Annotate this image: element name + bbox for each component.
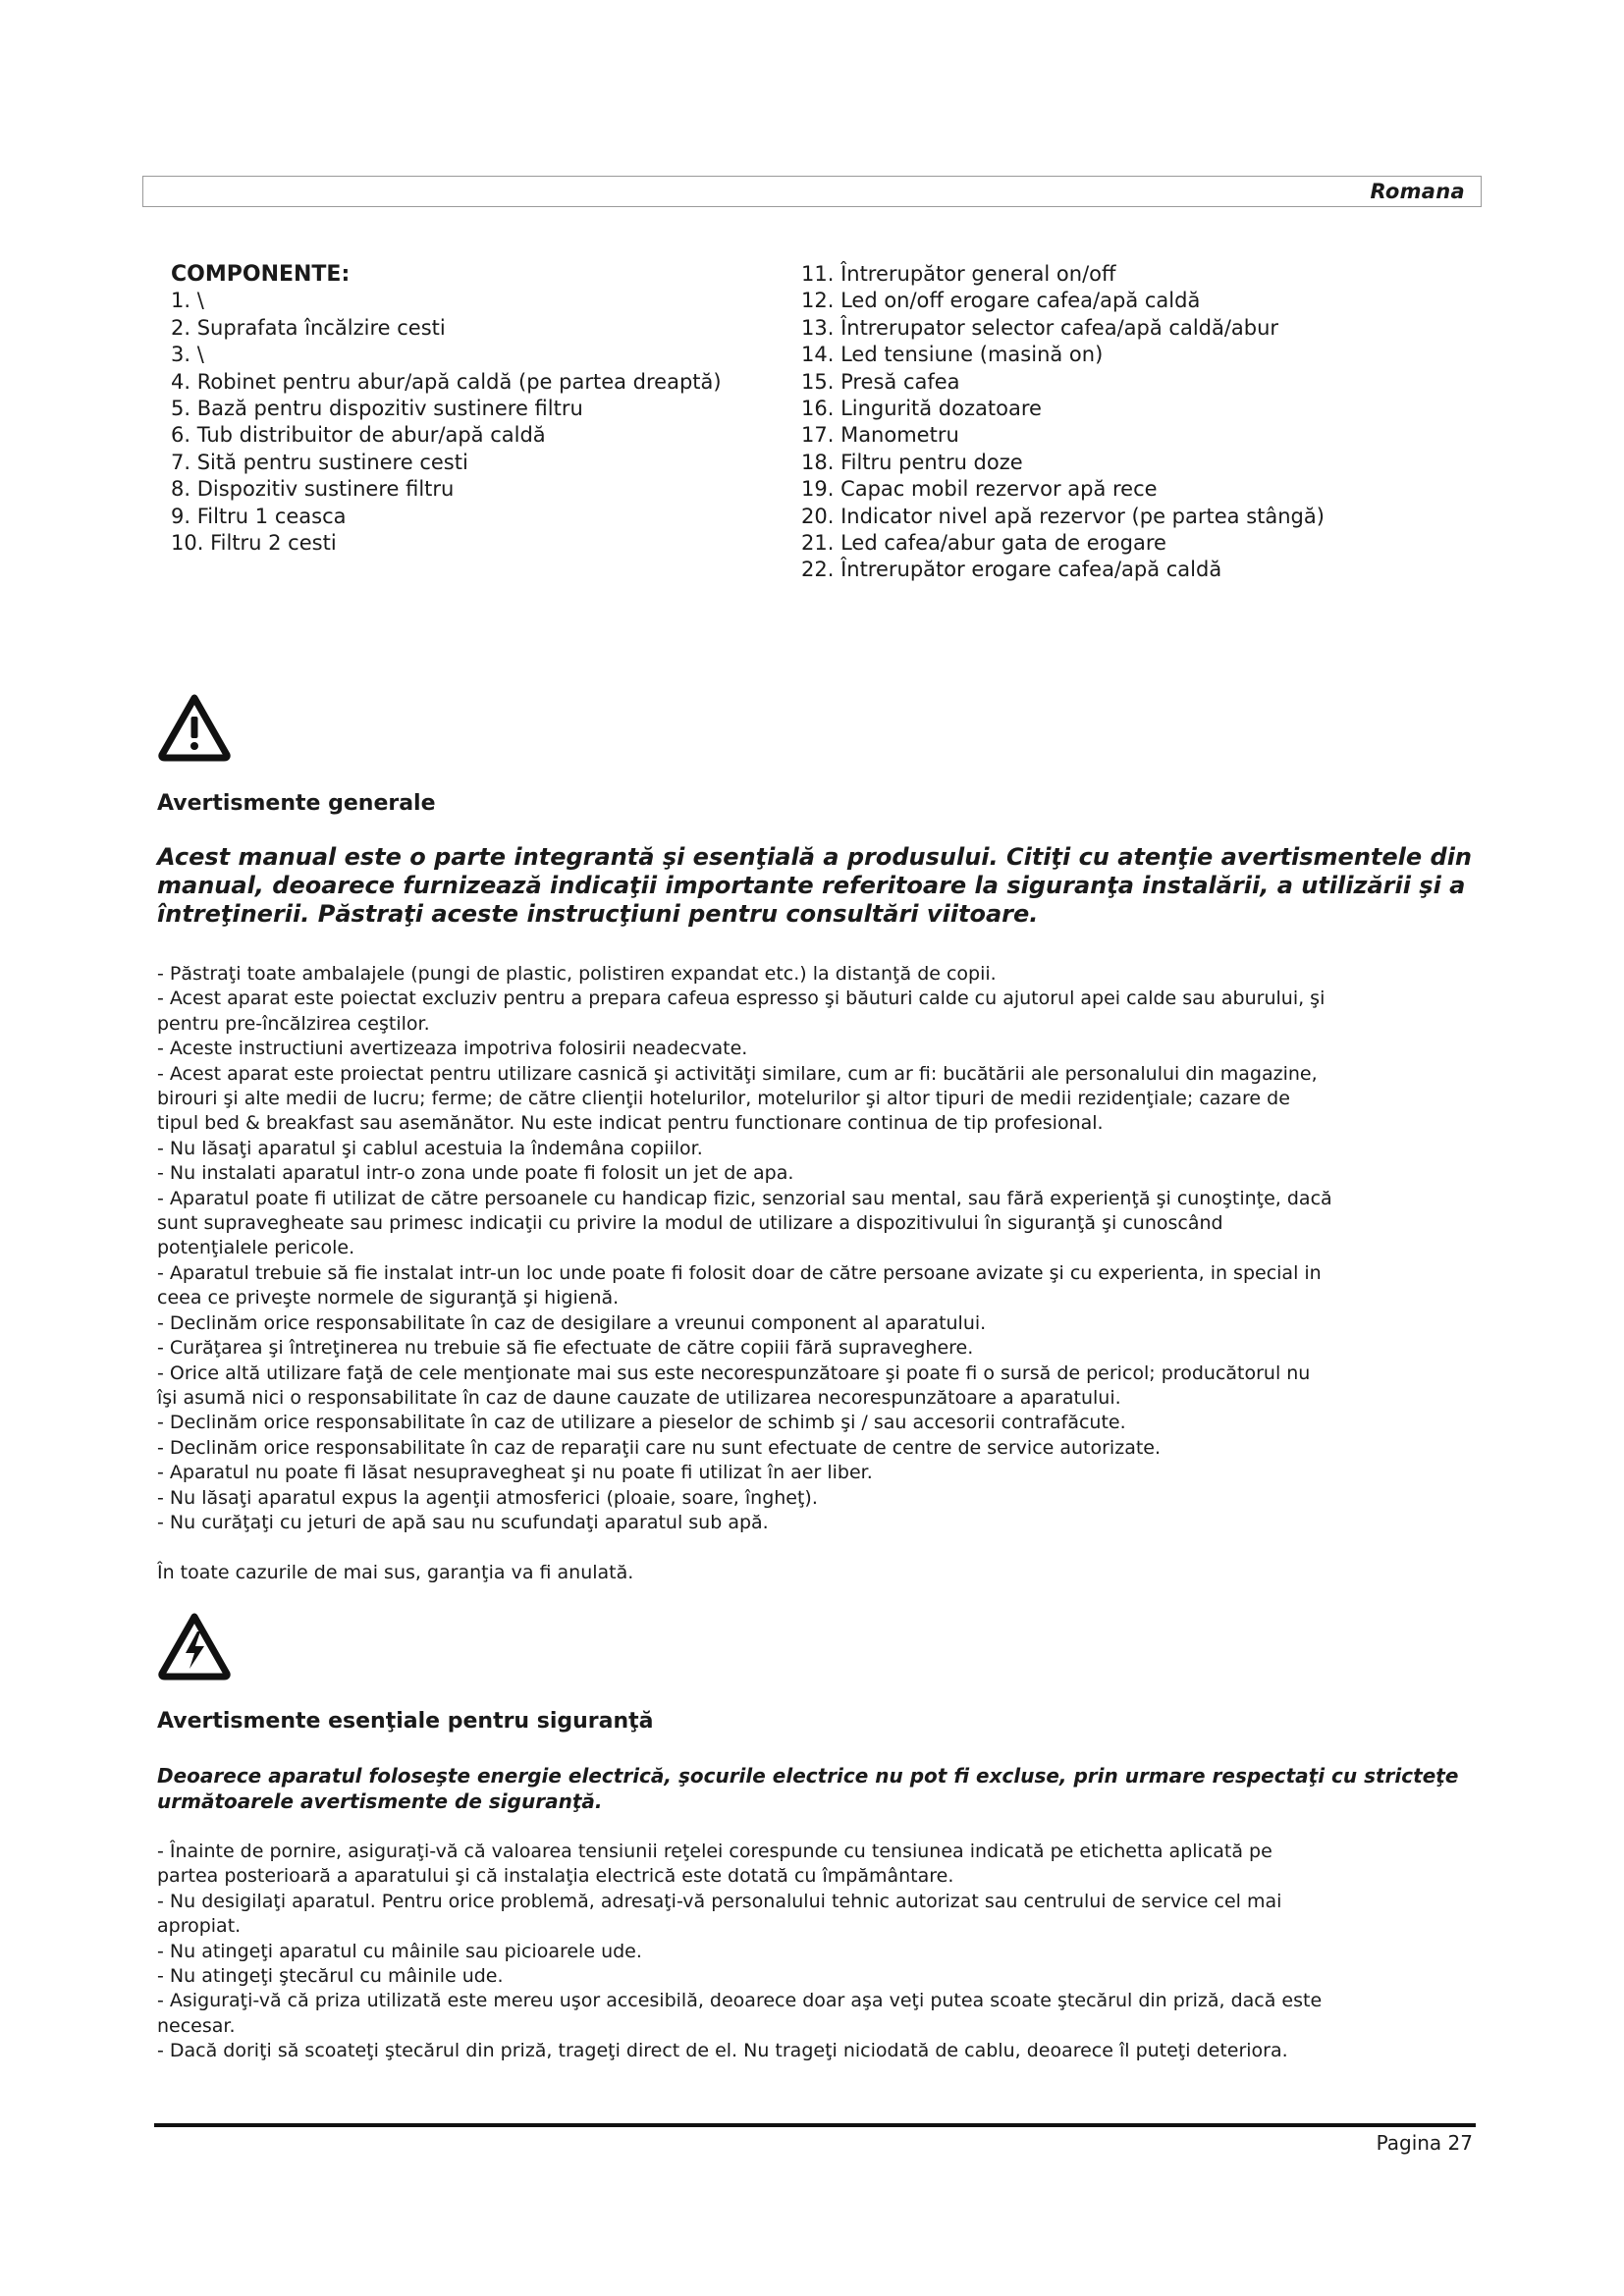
safety-line: - Nu desigilaţi aparatul. Pentru orice problemă, adresaţi-vă personalului tehnic autorizat sau centrului de service cel mai — [157, 1890, 1282, 1912]
component-item: 18. Filtru pentru doze — [801, 450, 1023, 474]
general-warnings-intro: Acest manual este o parte integrantă şi esenţială a produsului. Citiţi cu atenţie avertismentele din manual, deoarece furnizează indicaţii importante referitoare la siguranţa instalării, a utilizării şi a întreţinerii. Păstraţi aceste instrucţiuni pentru consultări viitoare. — [157, 843, 1473, 928]
safety-line: - Asiguraţi-vă că priza utilizată este mereu uşor accesibilă, deoarece doar aşa veţi putea scoate ştecărul din priză, dacă este — [157, 1990, 1323, 2012]
safety-warnings-list — [157, 1840, 1478, 2064]
components-list-right — [801, 261, 1489, 584]
warning-line: - Declinăm orice responsabilitate în caz de utilizare a pieselor de schimb şi / sau accesorii contrafăcute. — [157, 1412, 1126, 1434]
component-item: 14. Led tensiune (masină on) — [801, 343, 1104, 367]
safety-line: - Înainte de pornire, asiguraţi-vă că valoarea tensiunii reţelei corespunde cu tensiunea indicată pe etichetta aplicată pe — [157, 1841, 1272, 1862]
component-item: 3. \ — [171, 343, 204, 367]
component-item: 21. Led cafea/abur gata de erogare — [801, 531, 1166, 556]
page-header — [142, 176, 1482, 207]
component-item: 17. Manometru — [801, 423, 959, 448]
component-item: 7. Sită pentru sustinere cesti — [171, 450, 468, 474]
warning-line: - Nu lăsaţi aparatul şi cablul acestuia la îndemâna copiilor. — [157, 1137, 703, 1159]
warning-line: - Orice altă utilizare faţă de cele menţionate mai sus este necorespunzătoare şi poate fi o sursă de pericol; producătorul nu — [157, 1362, 1311, 1384]
warranty-note: În toate cazurile de mai sus, garanţia va fi anulată. — [157, 1562, 634, 1583]
page-number: Pagina 27 — [1376, 2131, 1473, 2155]
warning-line: - Aparatul nu poate fi lăsat nesupravegheat şi nu poate fi utilizat în aer liber. — [157, 1462, 873, 1484]
component-item: 11. Întrerupător general on/off — [801, 262, 1116, 286]
electric-hazard-triangle-icon — [157, 1612, 232, 1681]
components-list-left — [171, 261, 799, 557]
warning-line: - Declinăm orice responsabilitate în caz de reparaţii care nu sunt efectuate de centre de service autorizate. — [157, 1436, 1162, 1459]
warning-line: - Acest aparat este poiectat excluziv pentru a prepara cafeua espresso şi băuturi calde cu ajutorul apei calde sau aburului, şi — [157, 988, 1326, 1010]
warning-line: - Păstraţi toate ambalajele (pungi de plastic, polistiren expandat etc.) la distanţă de copii. — [157, 963, 997, 985]
component-item: 13. Întrerupator selector cafea/apă caldă/abur — [801, 315, 1279, 340]
warning-line: - Acest aparat este proiectat pentru utilizare casnică şi activităţi similare, cum ar fi: bucătării ale personalului din magazine, — [157, 1062, 1318, 1085]
warning-line: - Aparatul poate fi utilizat de către persoanele cu handicap fizic, senzorial sau mental, sau fără experienţă şi cunoştinţe, dacă — [157, 1187, 1332, 1209]
warning-triangle-icon — [157, 693, 232, 762]
header-language: Romana — [1370, 180, 1465, 203]
component-item: 12. Led on/off erogare cafea/apă caldă — [801, 289, 1201, 313]
warning-line: - Nu curăţaţi cu jeturi de apă sau nu scufundaţi aparatul sub apă. — [157, 1511, 769, 1533]
component-item: 19. Capac mobil rezervor apă rece — [801, 477, 1158, 502]
component-item: 9. Filtru 1 ceasca — [171, 504, 347, 528]
component-item: 6. Tub distribuitor de abur/apă caldă — [171, 423, 546, 448]
warning-line: - Declinăm orice responsabilitate în caz de desigilare a vreunui component al aparatului. — [157, 1311, 987, 1334]
footer-divider — [154, 2123, 1476, 2127]
safety-line: - Nu atingeţi ştecărul cu mâinile ude. — [157, 1965, 504, 1988]
warning-line: birouri şi alte medii de lucru; ferme; de către clienţii hotelurilor, motelurilor şi altor tipuri de medii rezidenţiale; cazare de — [157, 1088, 1290, 1110]
component-item: 15. Presă cafea — [801, 369, 960, 394]
warning-line: - Aparatul trebuie să fie instalat intr-un loc unde poate fi folosit doar de către persoane avizate şi cu experienta, in special in — [157, 1261, 1322, 1284]
warning-line: - Curăţarea şi întreţinerea nu trebuie să fie efectuate de către copiii fără supraveghere. — [157, 1337, 974, 1360]
component-item: 8. Dispozitiv sustinere filtru — [171, 477, 455, 502]
safety-line: - Nu atingeţi aparatul cu mâinile sau picioarele ude. — [157, 1940, 642, 1962]
warning-line: - Nu instalati aparatul intr-o zona unde poate fi folosit un jet de apa. — [157, 1162, 794, 1185]
components-title: COMPONENTE: — [171, 262, 351, 287]
safety-line: apropiat. — [157, 1915, 242, 1938]
component-item: 16. Lingurită dozatoare — [801, 397, 1042, 421]
component-item: 2. Suprafata încălzire cesti — [171, 315, 446, 340]
warning-line: pentru pre-încălzirea ceştilor. — [157, 1012, 430, 1035]
component-item: 4. Robinet pentru abur/apă caldă (pe partea dreaptă) — [171, 369, 722, 394]
warning-line: tipul bed & breakfast sau asemănător. Nu este indicat pentru functionare continua de tip profesional. — [157, 1112, 1104, 1135]
warning-line: - Aceste instructiuni avertizeaza impotriva folosirii neadecvate. — [157, 1038, 748, 1060]
component-item: 22. Întrerupător erogare cafea/apă caldă — [801, 558, 1222, 582]
warning-line: ceea ce priveşte normele de siguranţă şi higienă. — [157, 1287, 620, 1309]
safety-warnings-title: Avertismente esenţiale pentru siguranţă — [157, 1709, 654, 1734]
component-item: 20. Indicator nivel apă rezervor (pe partea stângă) — [801, 504, 1325, 528]
component-item: 1. \ — [171, 289, 204, 313]
general-warnings-title: Avertismente generale — [157, 791, 436, 816]
warning-line: - Nu lăsaţi aparatul expus la agenţii atmosferici (ploaie, soare, îngheţ). — [157, 1486, 818, 1509]
safety-line: partea posterioară a aparatului şi că instalaţia electrică este dotată cu împământare. — [157, 1865, 954, 1888]
warning-line: sunt supravegheate sau primesc indicaţii cu privire la modul de utilizare a dispozitivului în siguranţă şi cunoscând — [157, 1212, 1223, 1235]
warning-line: potenţialele pericole. — [157, 1237, 355, 1259]
component-item: 10. Filtru 2 cesti — [171, 531, 337, 556]
warning-line: îşi asumă nici o responsabilitate în caz de daune cauzate de utilizarea necorespunzătoare a aparatului. — [157, 1386, 1121, 1409]
safety-line: - Dacă doriţi să scoateţi ştecărul din priză, trageţi direct de el. Nu trageţi niciodată de cablu, deoarece îl puteţi deteriora. — [157, 2040, 1288, 2062]
general-warnings-list — [157, 962, 1478, 1535]
safety-warnings-intro: Deoarece aparatul foloseşte energie electrică, şocurile electrice nu pot fi excluse, prin urmare respectaţi cu stricteţe următoarele avertismente de siguranţă. — [157, 1764, 1459, 1813]
component-item: 5. Bază pentru dispozitiv sustinere filtru — [171, 397, 583, 421]
safety-line: necesar. — [157, 2014, 236, 2037]
